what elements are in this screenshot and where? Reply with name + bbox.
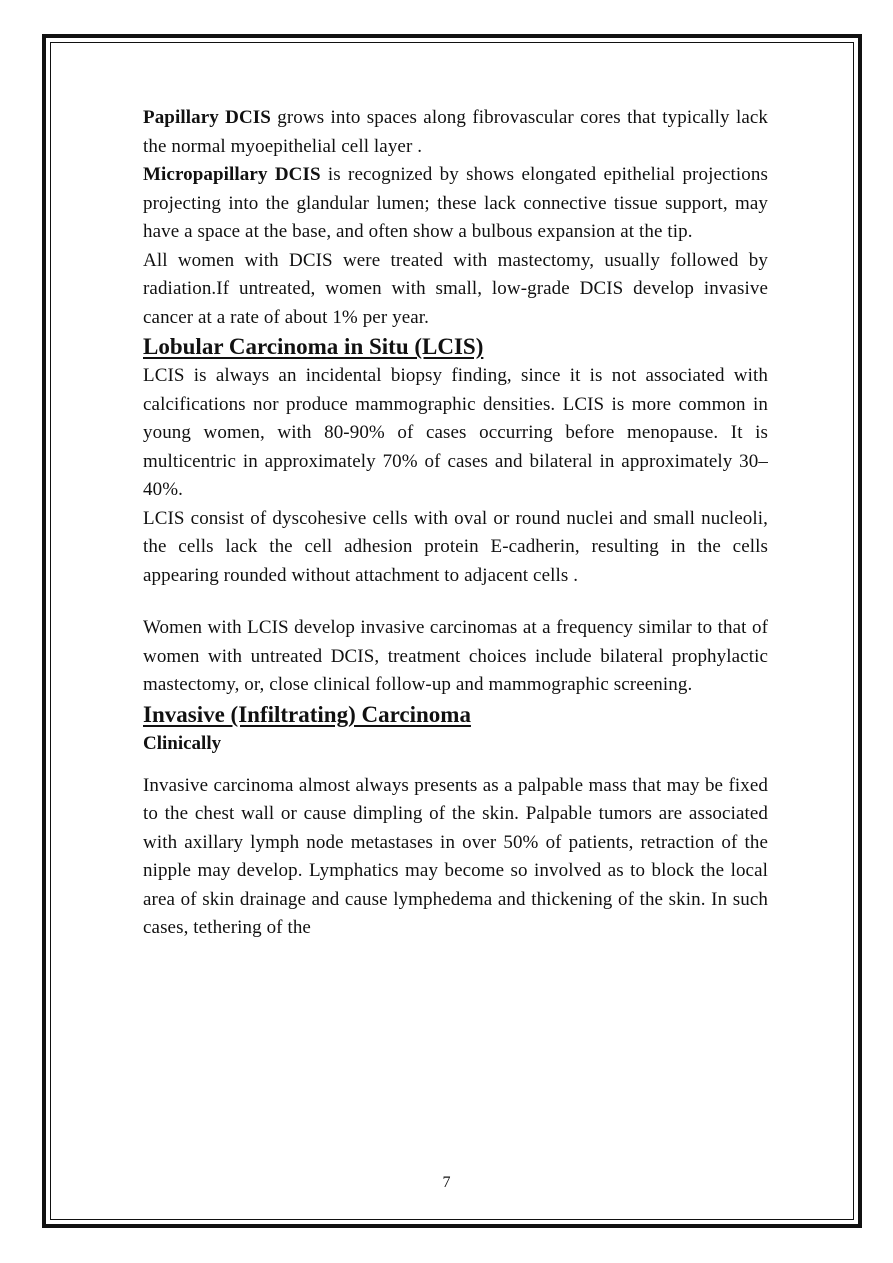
papillary-dcis-text: grows into spaces along fibrovascular cores that typically lack the normal myoepithelial cell layer . xyxy=(143,107,769,157)
invasive-clinical-paragraph: Invasive carcinoma almost always presents as a palpable mass that may be fixed to the chest wall or cause dimpling of the skin. Palpable tumors are associated with axillary lymph node metastases in over 50% of patients, retraction of the nipple may develop. Lymphatics may become so involved as to block the local area of skin drainage and cause lymphedema and thickening of the skin. In such cases, tethering of the xyxy=(143,774,768,938)
invasive-carcinoma-heading: Invasive (Infiltrating) Carcinoma xyxy=(143,701,471,727)
page-number: 7 xyxy=(442,1174,451,1191)
papillary-dcis-term: Papillary DCIS xyxy=(143,107,271,128)
lcis-paragraph-3: Women with LCIS develop invasive carcinomas at a frequency similar to that of women with untreated DCIS, treatment choices include bilateral prophylactic mastectomy, or, close clinical follow-up and mammographic screening. xyxy=(143,617,768,695)
lcis-heading: Lobular Carcinoma in Situ (LCIS) xyxy=(143,334,484,359)
page-content xyxy=(143,104,768,943)
lcis-paragraph-1: LCIS is always an incidental biopsy finding, since it is not associated with calcifications nor produce mammographic densities. LCIS is more common in young women, with 80-90% of cases occurring before menopause. It is multicentric in approximately 70% of cases and bilateral in approximately 30–40%. xyxy=(143,365,768,500)
clinically-subheading: Clinically xyxy=(143,732,222,754)
dcis-treatment-paragraph: All women with DCIS were treated with mastectomy, usually followed by radiation.If untreated, women with small, low-grade DCIS develop invasive cancer at a rate of about 1% per year. xyxy=(143,249,768,328)
micropapillary-dcis-term: Micropapillary DCIS xyxy=(143,164,321,185)
papillary-dcis-paragraph xyxy=(143,104,768,161)
lcis-paragraph-2: LCIS consist of dyscohesive cells with oval or round nuclei and small nucleoli, the cells lack the cell adhesion protein E-cadherin, resulting in the cells appearing rounded without attachment to adjacent cells . xyxy=(143,507,768,586)
micropapillary-dcis-text: is recognized by shows elongated epithelial projections projecting into the glandular lumen; these lack connective tissue support, may have a space at the base, and often show a bulbous expansion at the tip. xyxy=(143,164,768,242)
micropapillary-dcis-paragraph xyxy=(143,161,768,247)
